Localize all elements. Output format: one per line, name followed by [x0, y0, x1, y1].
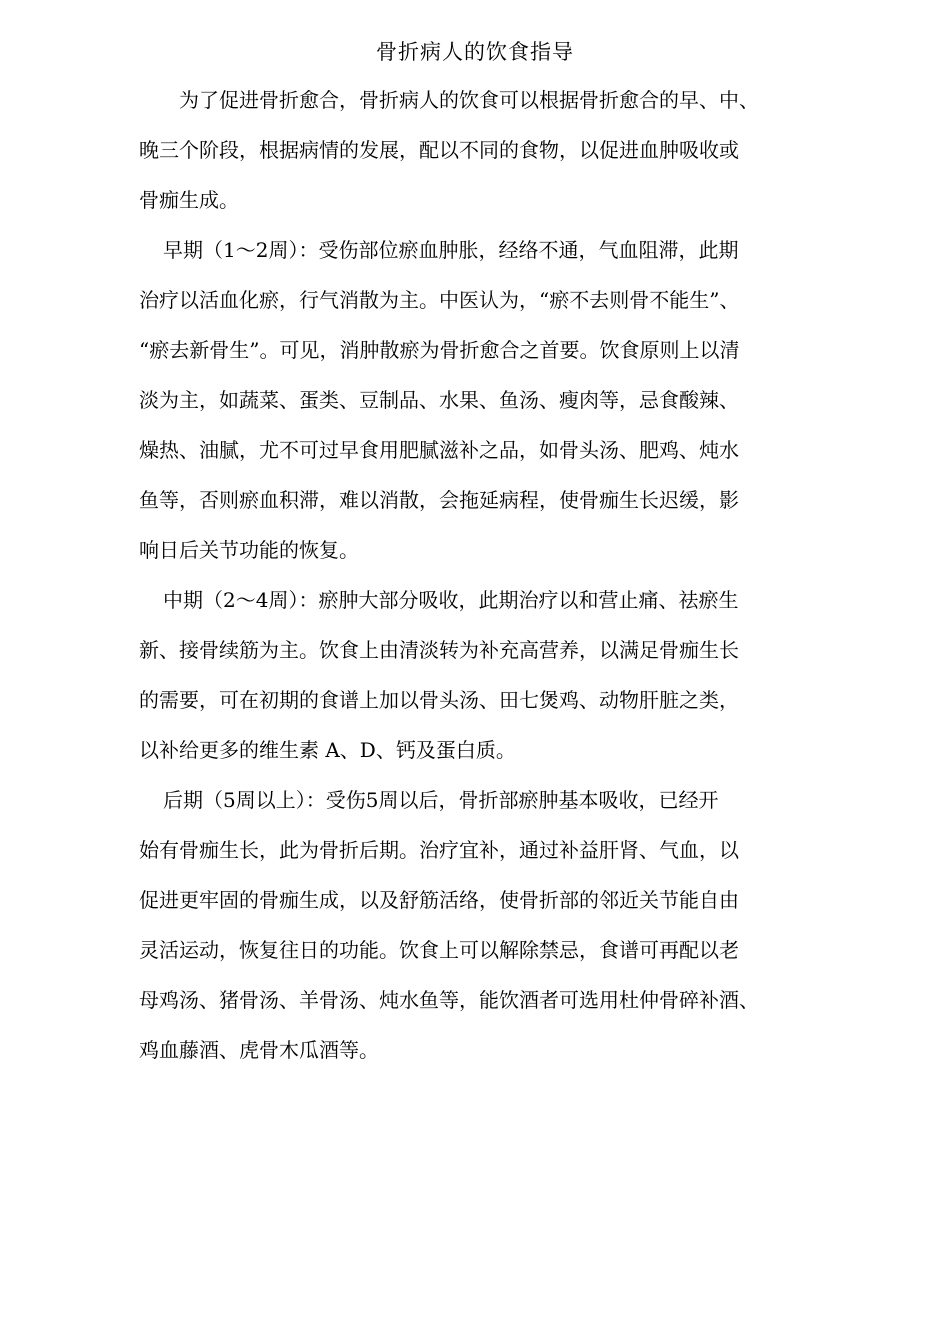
- text-line: 新、接骨续筋为主。饮食上由清淡转为补充高营养，以满足骨痂生长: [139, 638, 739, 662]
- text-line: 响日后关节功能的恢复。: [139, 538, 359, 562]
- text-line: 鸡血藤酒、虎骨木瓜酒等。: [139, 1038, 379, 1062]
- paragraph-middle-stage: [139, 580, 839, 780]
- paragraph-early-stage: [139, 230, 839, 580]
- text-line: 淡为主，如蔬菜、蛋类、豆制品、水果、鱼汤、瘦肉等，忌食酸辣、: [139, 388, 739, 412]
- text-line: “瘀去新骨生”。可见，消肿散瘀为骨折愈合之首要。饮食原则上以清: [139, 338, 740, 362]
- paragraph-late-stage: [139, 780, 839, 1080]
- text-line: 早期（1～2周）：受伤部位瘀血肿胀，经络不通，气血阻滞，此期: [163, 238, 739, 262]
- text-line: 母鸡汤、猪骨汤、羊骨汤、炖水鱼等，能饮酒者可选用杜仲骨碎补酒、: [139, 988, 759, 1012]
- text-line: 鱼等，否则瘀血积滞，难以消散，会拖延病程，使骨痂生长迟缓，影: [139, 488, 739, 512]
- document-body: [139, 80, 839, 1080]
- text-line: 晚三个阶段，根据病情的发展，配以不同的食物，以促进血肿吸收或: [139, 138, 739, 162]
- text-line: 骨痂生成。: [139, 188, 239, 212]
- paragraph-intro: [139, 80, 839, 230]
- text-line: 中期（2～4周）：瘀肿大部分吸收，此期治疗以和营止痛、祛瘀生: [163, 588, 739, 612]
- text-line: 以补给更多的维生素 A、D、钙及蛋白质。: [139, 738, 516, 762]
- text-line: 的需要，可在初期的食谱上加以骨头汤、田七煲鸡、动物肝脏之类，: [139, 688, 739, 712]
- text-line: 为了促进骨折愈合，骨折病人的饮食可以根据骨折愈合的早、中、: [179, 88, 759, 112]
- text-line: 治疗以活血化瘀，行气消散为主。中医认为，“瘀不去则骨不能生”、: [139, 288, 740, 312]
- text-line: 始有骨痂生长，此为骨折后期。治疗宜补，通过补益肝肾、气血，以: [139, 838, 739, 862]
- text-line: 促进更牢固的骨痂生成，以及舒筋活络，使骨折部的邻近关节能自由: [139, 888, 739, 912]
- text-line: 灵活运动，恢复往日的功能。饮食上可以解除禁忌，食谱可再配以老: [139, 938, 739, 962]
- document-title: 骨折病人的饮食指导: [376, 40, 574, 64]
- text-line: 燥热、油腻，尤不可过早食用肥腻滋补之品，如骨头汤、肥鸡、炖水: [139, 438, 739, 462]
- text-line: 后期（5周以上）：受伤5周以后，骨折部瘀肿基本吸收，已经开: [163, 788, 719, 812]
